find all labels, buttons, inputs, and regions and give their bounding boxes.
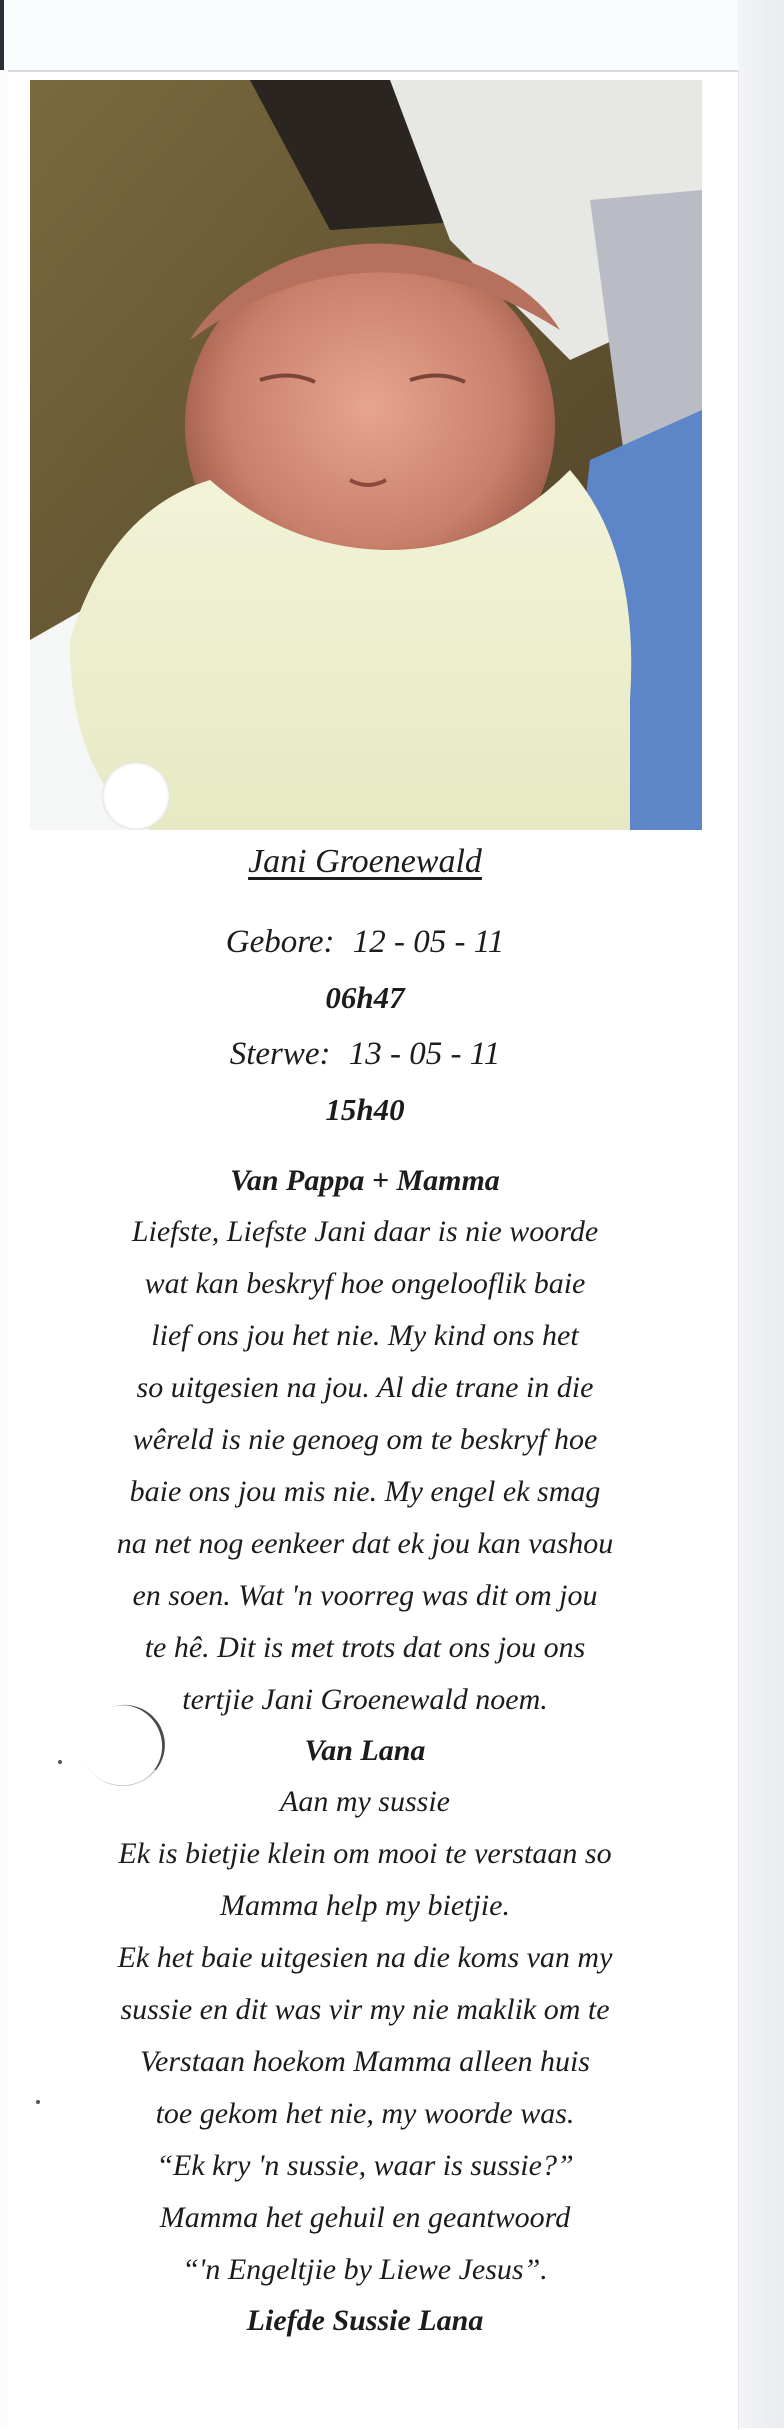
message-line: Aan my sussie	[280, 1785, 450, 1818]
message-line: tertjie Jani Groenewald noem.	[182, 1683, 548, 1716]
message-line: Ek is bietjie klein om mooi te verstaan so	[118, 1837, 612, 1870]
died-time: 15h40	[325, 1092, 405, 1127]
scan-right-margin	[738, 0, 784, 2428]
message-line: toe gekom het nie, my woorde was.	[155, 2097, 575, 2130]
scan-edge-mark	[0, 0, 4, 70]
parents-message	[40, 1206, 690, 1726]
message-line: “Ek kry 'n sussie, waar is sussie?”	[156, 2149, 574, 2182]
died-date: 13 - 05 - 11	[348, 1036, 501, 1072]
message-line: Mamma het gehuil en geantwoord	[159, 2201, 571, 2234]
message-line: wat kan beskryf hoe ongelooflik baie	[144, 1267, 586, 1300]
sister-message-title: Van Lana	[304, 1734, 426, 1767]
message-line: “'n Engeltjie by Liewe Jesus”.	[182, 2253, 548, 2286]
birth-date-line	[40, 914, 690, 970]
message-line: na net nog eenkeer dat ek jou kan vashou	[116, 1527, 614, 1560]
message-line: en soen. Wat 'n voorreg was dit om jou	[132, 1579, 598, 1612]
punch-hole	[102, 762, 170, 830]
message-line: wêreld is nie genoeg om te beskryf hoe	[132, 1423, 598, 1456]
message-line: lief ons jou het nie. My kind ons het	[151, 1319, 579, 1352]
message-line: Liefste, Liefste Jani daar is nie woorde	[131, 1215, 599, 1248]
deceased-name: Jani Groenewald	[248, 843, 482, 880]
message-line: baie ons jou mis nie. My engel ek smag	[129, 1475, 601, 1508]
message-line: Verstaan hoekom Mamma alleen huis	[140, 2045, 590, 2078]
message-line: te hê. Dit is met trots dat ons jou ons	[144, 1631, 586, 1664]
parents-message-title: Van Pappa + Mamma	[230, 1164, 500, 1197]
dust-speck	[58, 1760, 62, 1764]
memorial-text	[40, 840, 690, 2346]
dust-speck	[36, 2100, 40, 2104]
message-line: so uitgesien na jou. Al die trane in die	[136, 1371, 594, 1404]
newborn-photo	[30, 80, 702, 830]
sister-message	[40, 1776, 690, 2296]
born-label: Gebore:	[225, 924, 335, 960]
message-line: Mamma help my bietjie.	[220, 1889, 510, 1922]
born-date: 12 - 05 - 11	[352, 924, 505, 960]
death-date-line	[40, 1026, 690, 1082]
born-time: 06h47	[325, 980, 405, 1015]
message-line: sussie en dit was vir my nie maklik om te	[120, 1993, 610, 2026]
died-label: Sterwe:	[229, 1036, 331, 1072]
message-line: Ek het baie uitgesien na die koms van my	[117, 1941, 613, 1974]
signature: Liefde Sussie Lana	[246, 2304, 484, 2337]
